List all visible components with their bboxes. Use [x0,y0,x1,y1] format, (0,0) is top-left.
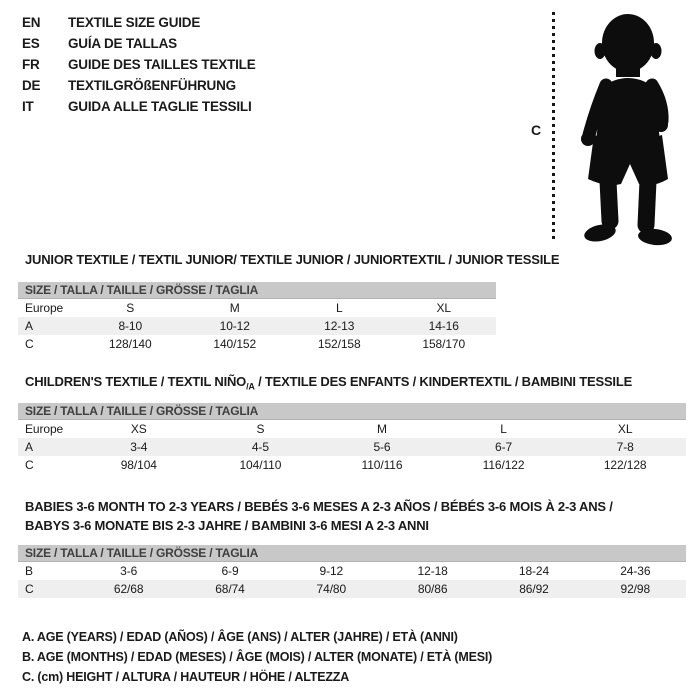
age-cell: 7-8 [616,440,634,454]
table-row-age-months [18,562,686,580]
age-cell: 10-12 [219,319,250,333]
legend-line-c: C. (cm) HEIGHT / ALTURA / HAUTEUR / HÖHE / ALTEZZA [22,670,350,684]
legend-line-b: B. AGE (MONTHS) / EDAD (MESES) / ÂGE (MOIS) / ALTER (MONATE) / ETÀ (MESI) [22,650,493,664]
language-title: TEXTILE SIZE GUIDE [68,15,201,30]
age-cell: 8-10 [118,319,143,333]
children-title-post: / TEXTILE DES ENFANTS / KINDERTEXTIL / BAMBINI TESSILE [254,374,633,389]
language-code: DE [22,78,41,93]
language-title: TEXTILGRÖßENFÜHRUNG [68,78,236,93]
row-label: Europe [25,301,64,315]
language-row-fr [22,54,256,75]
table-row-height [18,456,686,474]
height-cell: 86/92 [519,582,549,596]
table-row-age [18,317,496,335]
babies-table-title [25,497,613,535]
age-cell: 9-12 [319,564,344,578]
children-title-pre: CHILDREN'S TEXTILE / TEXTIL NIÑO [25,374,247,389]
language-row-en [22,12,256,33]
row-label: C [25,458,34,472]
children-table [18,403,686,474]
height-cell: 152/158 [317,337,361,351]
height-cell: 68/74 [215,582,245,596]
age-cell: 5-6 [373,440,391,454]
size-cell: XL [436,301,451,315]
size-cell: L [500,422,507,436]
junior-table-title: JUNIOR TEXTILE / TEXTIL JUNIOR/ TEXTILE JUNIOR / JUNIORTEXTIL / JUNIOR TESSILE [25,252,560,267]
language-title: GUÍA DE TALLAS [68,36,177,51]
size-cell: L [335,301,343,315]
row-label: C [25,337,34,351]
age-cell: 6-7 [495,440,513,454]
age-cell: 14-16 [428,319,459,333]
height-cell: 74/80 [316,582,347,596]
age-cell: 3-4 [130,440,148,454]
junior-table [18,282,496,353]
babies-title-line2: BABYS 3-6 MONATE BIS 2-3 JAHRE / BAMBINI 3-6 MESI A 2-3 ANNI [25,518,429,533]
row-label: B [25,564,33,578]
table-row-height [18,580,686,598]
size-header-row: SIZE / TALLA / TAILLE / GRÖSSE / TAGLIA [18,282,496,299]
babies-title-line1: BABIES 3-6 MONTH TO 2-3 YEARS / BEBÉS 3-6 MESES A 2-3 AÑOS / BÉBÉS 3-6 MOIS À 2-3 ANS / [25,499,613,514]
children-table-title [25,372,632,397]
age-cell: 18-24 [518,564,550,578]
language-code: FR [22,57,40,72]
size-cell: XS [130,422,147,436]
row-label: C [25,582,34,596]
height-cell: 62/68 [113,582,144,596]
size-cell: M [377,422,387,436]
language-list [22,12,256,117]
size-header-row: SIZE / TALLA / TAILLE / GRÖSSE / TAGLIA [18,545,686,562]
age-cell: 24-36 [620,564,651,578]
height-cell: 116/122 [482,458,525,472]
table-row-age [18,438,686,456]
language-title: GUIDA ALLE TAGLIE TESSILI [68,99,252,114]
table-row-europe [18,299,496,317]
age-cell: 12-13 [324,319,355,333]
language-row-it [22,96,256,117]
height-measure-line [552,12,555,243]
language-row-de [22,75,256,96]
height-cell: 122/128 [603,458,647,472]
children-title-sub: /A [246,381,255,392]
height-cell: 98/104 [120,458,157,472]
babies-table [18,545,686,598]
legend [22,627,492,687]
size-cell: S [126,301,135,315]
row-label: Europe [25,422,64,436]
height-cell: 80/86 [417,582,448,596]
size-header-row: SIZE / TALLA / TAILLE / GRÖSSE / TAGLIA [18,403,686,420]
height-cell: 128/140 [108,337,152,351]
age-cell: 12-18 [417,564,448,578]
legend-line-a: A. AGE (YEARS) / EDAD (AÑOS) / ÂGE (ANS) / ALTER (JAHRE) / ETÀ (ANNI) [22,630,458,644]
toddler-silhouette-icon [560,8,700,250]
language-title: GUIDE DES TAILLES TEXTILE [68,57,256,72]
size-cell: M [229,301,240,315]
age-cell: 4-5 [251,440,269,454]
height-cell: 110/116 [361,458,403,472]
age-cell: 3-6 [120,564,138,578]
table-row-europe [18,420,686,438]
age-cell: 6-9 [221,564,239,578]
language-code: EN [22,15,41,30]
height-cell: 104/110 [239,458,282,472]
row-label: A [25,319,33,333]
height-cell: 140/152 [213,337,257,351]
row-label: A [25,440,33,454]
table-row-height [18,335,496,353]
language-code: ES [22,36,40,51]
height-measure-label: C [531,122,542,138]
language-row-es [22,33,256,54]
height-cell: 158/170 [422,337,466,351]
size-cell: S [256,422,265,436]
size-cell: XL [617,422,633,436]
height-cell: 92/98 [620,582,651,596]
language-code: IT [22,99,34,114]
